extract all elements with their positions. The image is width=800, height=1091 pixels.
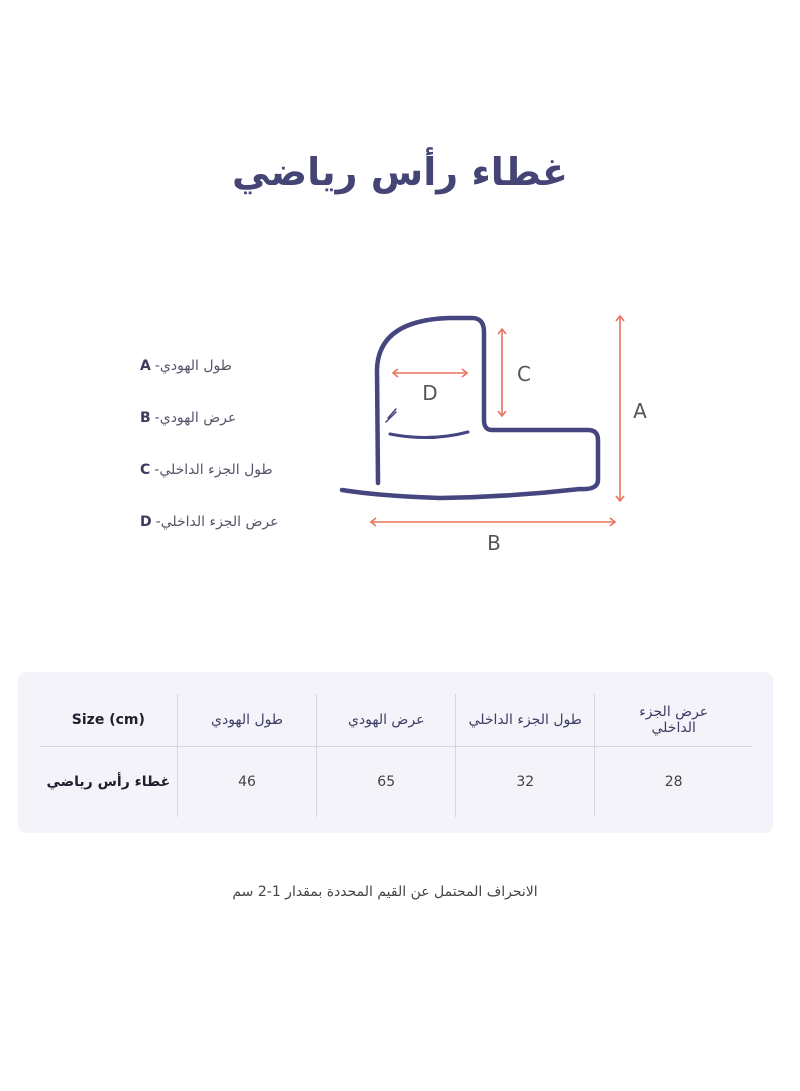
- legend-label: عرض الجزء الداخلي: [160, 514, 279, 530]
- label-d: D: [422, 381, 438, 405]
- legend-sep: -: [154, 462, 160, 478]
- legend-item-a: [140, 340, 310, 392]
- legend-item-b: [140, 392, 310, 444]
- label-b: B: [487, 531, 501, 555]
- header-inner-length: طول الجزء الداخلي: [456, 694, 595, 747]
- header-size: Size (cm): [40, 694, 177, 747]
- table-row: [40, 747, 752, 818]
- legend-key: C: [140, 462, 151, 478]
- hoodie-diagram: [330, 300, 670, 570]
- legend-label: طول الهودي: [159, 358, 232, 374]
- page-title: غطاء رأس رياضي: [231, 150, 569, 194]
- cell-inner-length: 32: [456, 747, 595, 818]
- size-table: [40, 694, 752, 817]
- legend-label: عرض الهودي: [159, 410, 237, 426]
- header-inner-width: عرض الجزء الداخلي: [595, 694, 752, 747]
- legend-key: D: [140, 514, 152, 530]
- legend-sep: -: [154, 358, 160, 374]
- dimension-legend: [140, 340, 310, 548]
- header-hoodie-width: عرض الهودي: [317, 694, 456, 747]
- header-hoodie-length: طول الهودي: [177, 694, 317, 747]
- legend-sep: -: [154, 410, 160, 426]
- size-table-card: [18, 672, 773, 833]
- row-name: غطاء رأس رياضي: [46, 774, 171, 790]
- cell-hoodie-length: 46: [177, 747, 317, 818]
- label-c: C: [517, 362, 531, 386]
- hoodie-outline: [342, 318, 598, 498]
- cell-inner-width: 28: [595, 747, 752, 818]
- legend-item-c: [140, 444, 310, 496]
- legend-item-d: [140, 496, 310, 548]
- legend-label: طول الجزء الداخلي: [159, 462, 273, 478]
- legend-sep: -: [155, 514, 161, 530]
- label-a: A: [633, 399, 647, 423]
- legend-key: A: [140, 358, 151, 374]
- cell-hoodie-width: 65: [317, 747, 456, 818]
- tolerance-note: الانحراف المحتمل عن القيم المحددة بمقدار 1-2 سم: [232, 884, 538, 900]
- table-header-row: [40, 694, 752, 747]
- legend-key: B: [140, 410, 151, 426]
